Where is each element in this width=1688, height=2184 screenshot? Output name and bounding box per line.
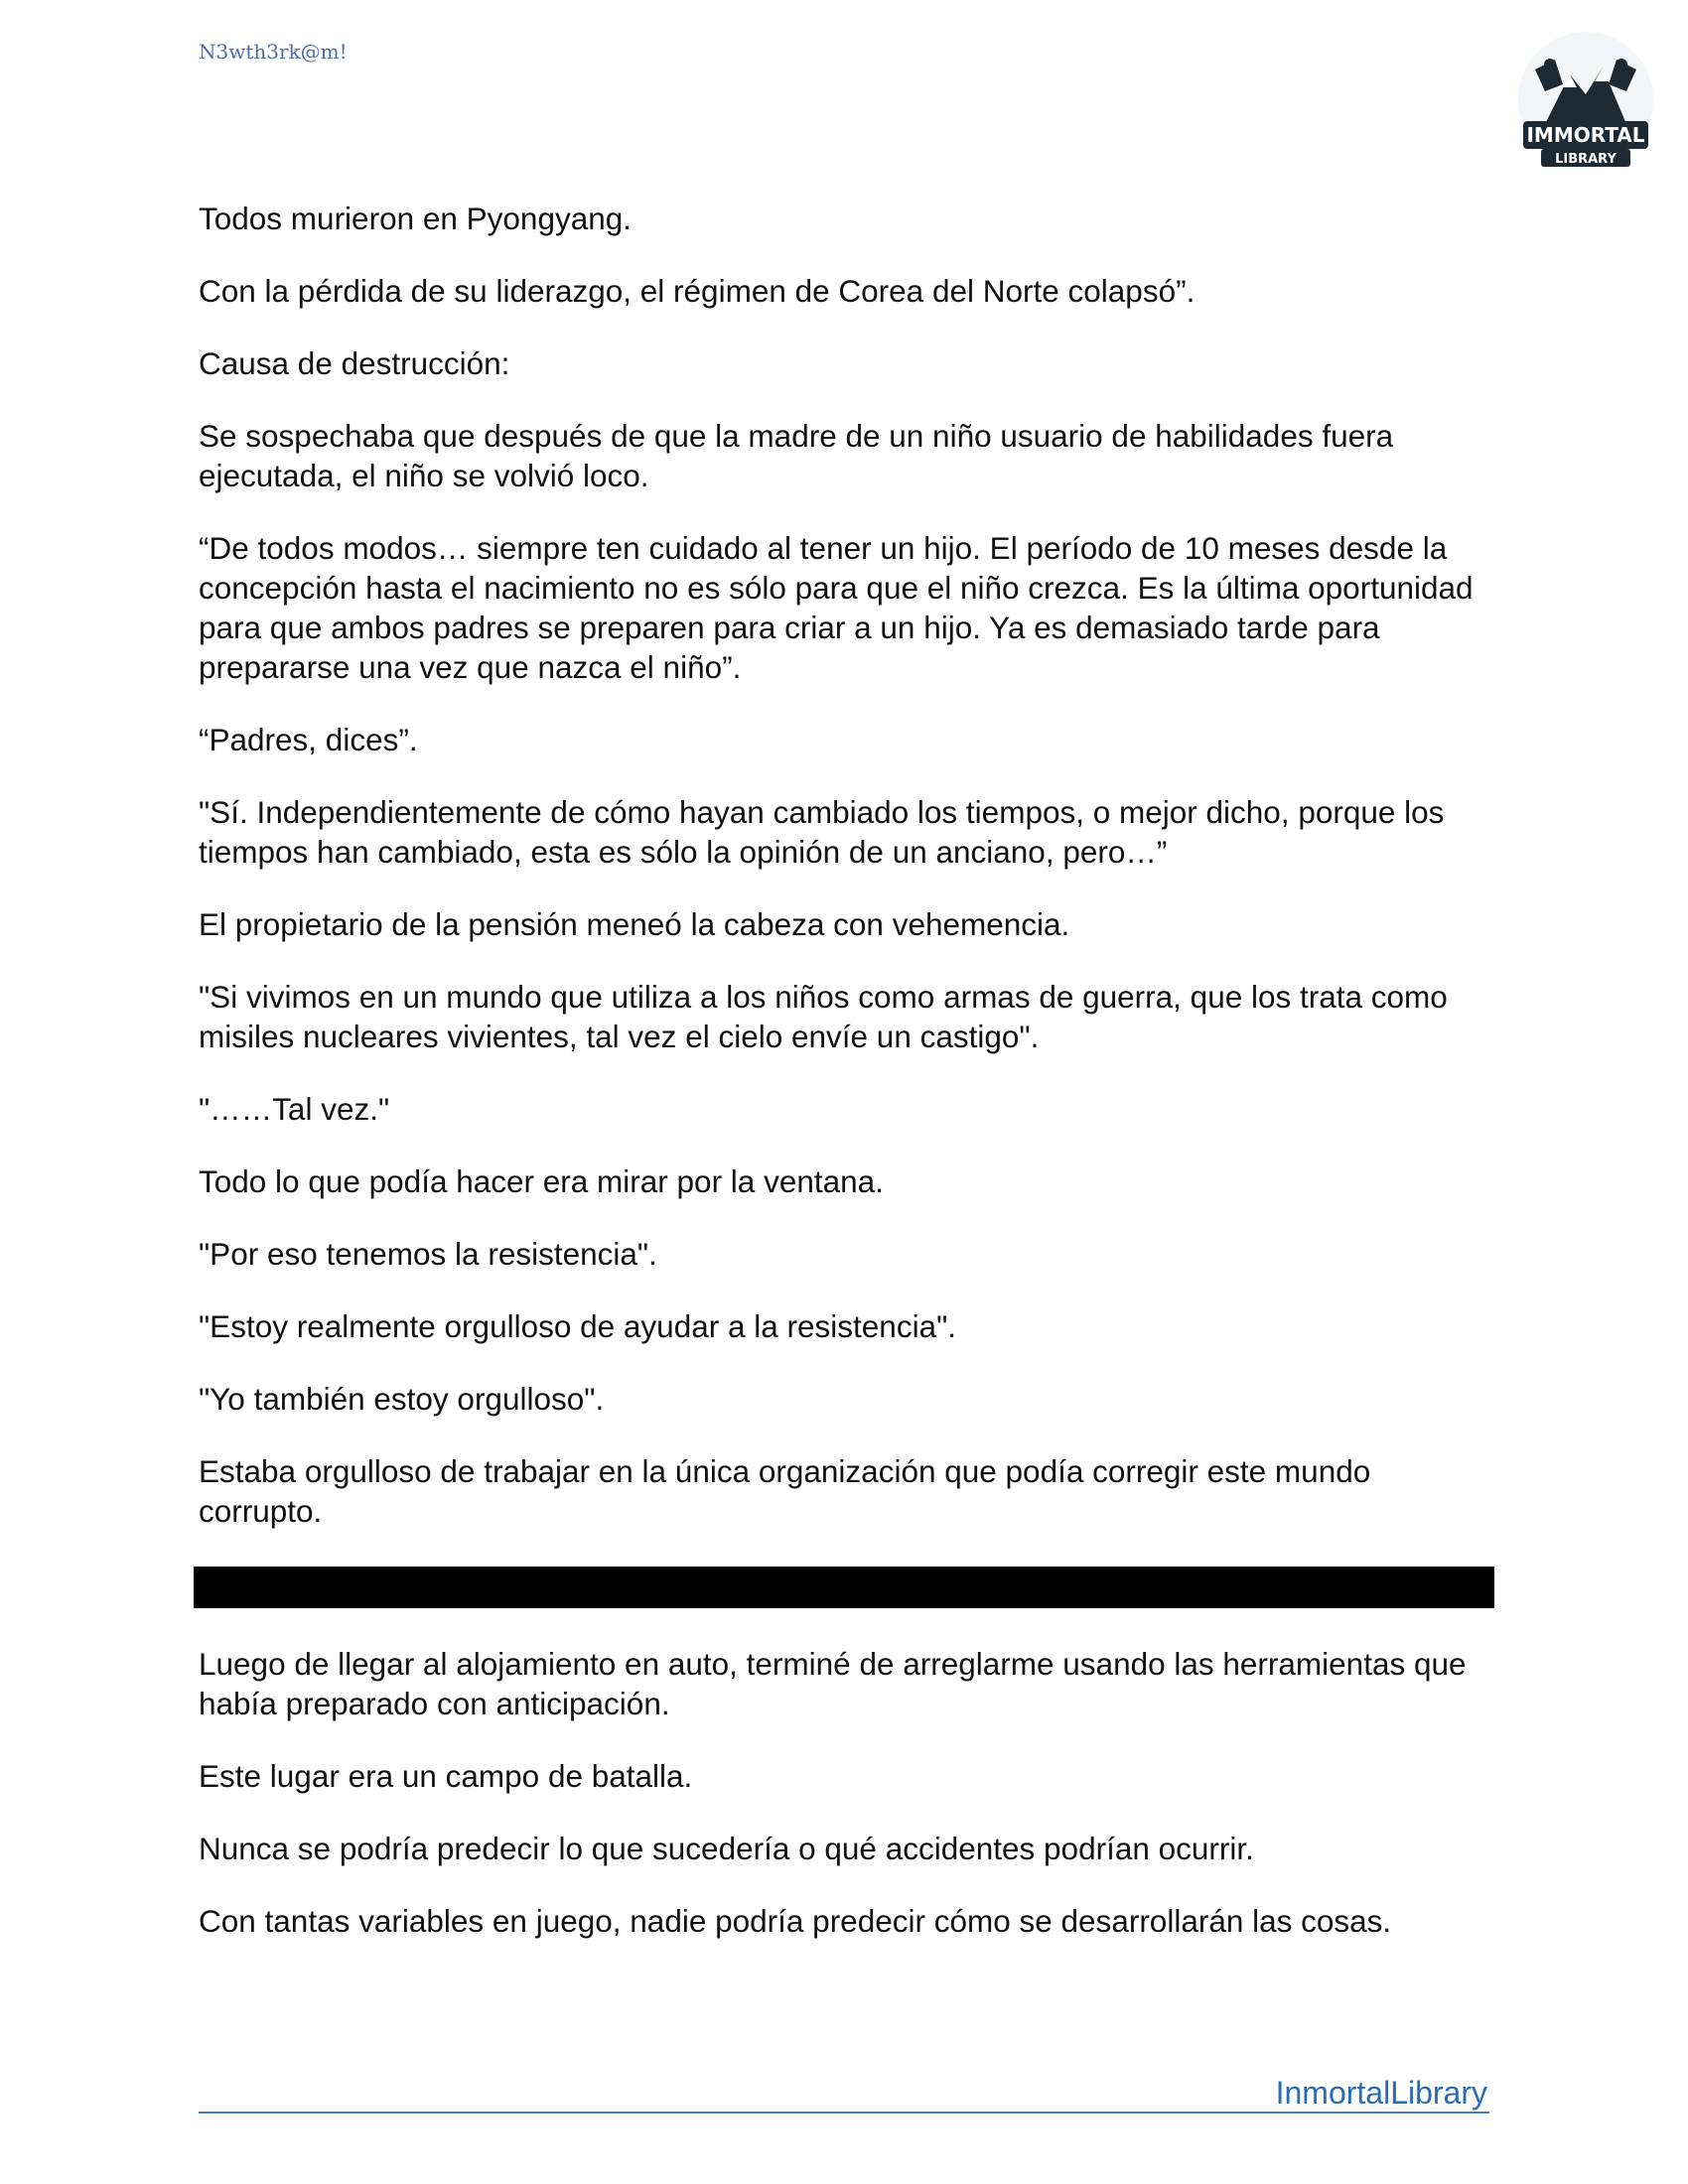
- immortal-library-logo: [1515, 30, 1656, 179]
- paragraph: “Padres, dices”.: [199, 722, 418, 757]
- body-text-after: [199, 1644, 1489, 1974]
- body-text-before: [199, 199, 1489, 1564]
- paragraph: Este lugar era un campo de batalla.: [199, 1758, 693, 1794]
- paragraph: El propietario de la pensión meneó la cabeza con vehemencia.: [199, 906, 1070, 942]
- paragraph: "……Tal vez.": [199, 1091, 390, 1127]
- logo-subtext: LIBRARY: [1555, 152, 1617, 167]
- paragraph: Todos murieron en Pyongyang.: [199, 201, 633, 236]
- paragraph: "Sí. Independientemente de cómo hayan cambiado los tiempos, o mejor dicho, porque los tiempos han cambiado, esta es sólo la opinión de un anciano, pero…”: [199, 794, 1445, 870]
- paragraph: "Por eso tenemos la resistencia".: [199, 1236, 657, 1272]
- paragraph: Se sospechaba que después de que la madre de un niño usuario de habilidades fuera ejecutada, el niño se volvió loco.: [199, 418, 1394, 493]
- paragraph: Nunca se podría predecir lo que sucedería o qué accidentes podrían ocurrir.: [199, 1831, 1254, 1866]
- paragraph: "Si vivimos en un mundo que utiliza a los niños como armas de guerra, que los trata como misiles nucleares vivientes, tal vez el cielo envíe un castigo".: [199, 979, 1448, 1054]
- paragraph: Causa de destrucción:: [199, 345, 510, 381]
- paragraph: Estaba orgulloso de trabajar en la única organización que podía corregir este mundo corrupto.: [199, 1453, 1371, 1529]
- paragraph: Todo lo que podía hacer era mirar por la ventana.: [199, 1163, 884, 1199]
- paragraph: "Yo también estoy orgulloso".: [199, 1381, 605, 1417]
- paragraph: Luego de llegar al alojamiento en auto, terminé de arreglarme usando las herramientas que había preparado con anticipación.: [199, 1646, 1467, 1721]
- footer-text: InmortalLibrary: [1275, 2075, 1487, 2111]
- paragraph: “De todos modos… siempre ten cuidado al tener un hijo. El período de 10 meses desde la concepción hasta el nacimiento no es sólo para que el niño crezca. Es la última oportunidad para que ambos padres se preparen para criar a un hijo. Ya es demasiado tarde para prepararse una vez que nazca el niño”.: [199, 530, 1474, 685]
- paragraph: Con la pérdida de su liderazgo, el régimen de Corea del Norte colapsó”.: [199, 273, 1196, 309]
- header-code: N3wth3rk@m!: [199, 40, 348, 64]
- logo-icon: [1515, 30, 1656, 179]
- logo-text: IMMORTAL: [1526, 123, 1645, 147]
- paragraph: "Estoy realmente orgulloso de ayudar a la resistencia".: [199, 1308, 957, 1344]
- footer-rule: [199, 2112, 1489, 2114]
- scene-separator-bar: [194, 1567, 1494, 1608]
- paragraph: Con tantas variables en juego, nadie podría predecir cómo se desarrollarán las cosas.: [199, 1903, 1392, 1939]
